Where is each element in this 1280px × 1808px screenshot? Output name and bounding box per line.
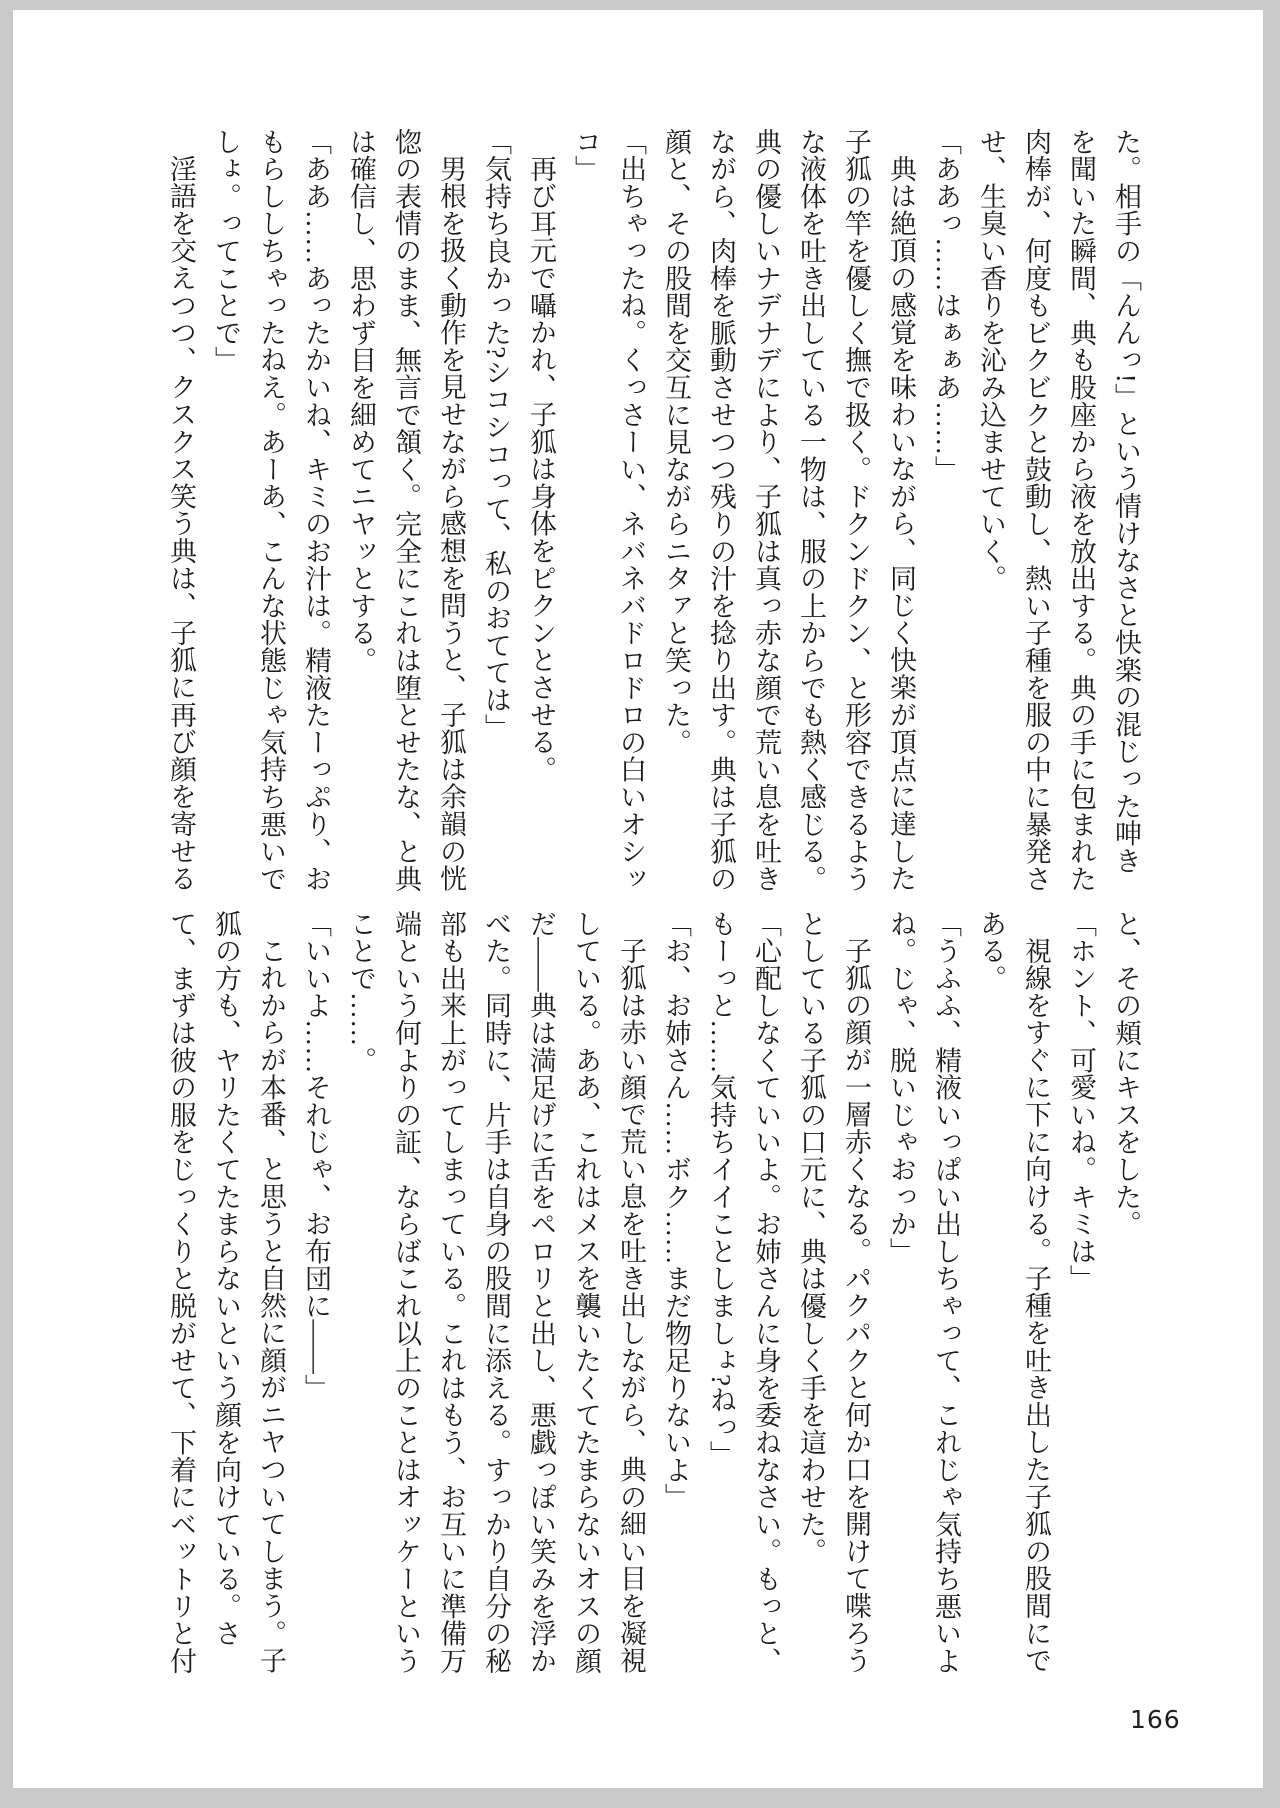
text-line: だ――典は満足げに舌をペロリと出し、悪戯っぽい笑みを浮か bbox=[526, 910, 556, 1675]
text-line: 「気持ち良かった?シコシコって、私のおてては」 bbox=[481, 128, 511, 741]
text-block-top bbox=[158, 128, 1148, 900]
text-line: ながら、肉棒を脈動させつつ残りの汁を捻り出す。典は子狐の bbox=[706, 128, 736, 893]
page-number: 166 bbox=[1130, 1705, 1181, 1734]
text-line: 顔と、その股間を交互に見ながらニタァと笑った。 bbox=[661, 128, 691, 756]
text-line: た。相手の「んんっ!」という情けなさと快楽の混じった呻き bbox=[1111, 128, 1141, 875]
text-line: ある。 bbox=[976, 910, 1006, 992]
text-line: 子狐の竿を優しく撫で扱く。ドクンドクン、と形容できるよう bbox=[841, 128, 871, 893]
text-line: ね。じゃ、脱いじゃおっか」 bbox=[886, 910, 916, 1265]
text-line: べた。同時に、片手は自身の股間に添える。すっかり自分の秘 bbox=[481, 910, 511, 1675]
text-line: 子狐の顔が一層赤くなる。パクパクと何か口を開けて喋ろう bbox=[841, 937, 871, 1675]
text-line: コ」 bbox=[571, 128, 601, 183]
text-block-bottom bbox=[158, 910, 1148, 1682]
text-line: これからが本番、と思うと自然に顔がニヤついてしまう。子 bbox=[256, 937, 286, 1675]
text-line: 淫語を交えつつ、クスクス笑う典は、子狐に再び顔を寄せる bbox=[166, 155, 196, 893]
text-line: 典は絶頂の感覚を味わいながら、同じく快楽が頂点に達した bbox=[886, 155, 916, 893]
text-line: せ、生臭い香りを沁み込ませていく。 bbox=[976, 128, 1006, 593]
text-line: 惚の表情のまま、無言で頷く。完全にこれは堕とせたな、と典 bbox=[391, 128, 421, 893]
text-line: は確信し、思わず目を細めてニヤッとする。 bbox=[346, 128, 376, 674]
text-line: な液体を吐き出している一物は、服の上からでも熱く感じる。 bbox=[796, 128, 826, 893]
text-line: 視線をすぐに下に向ける。子種を吐き出した子狐の股間にで bbox=[1021, 937, 1051, 1675]
text-line: 部も出来上がってしまっている。これはもう、お互いに準備万 bbox=[436, 910, 466, 1675]
text-line: 「ああっ……はぁぁあ……」 bbox=[931, 128, 961, 483]
text-line: 「心配しなくていいよ。お姉さんに身を委ねなさい。もっと、 bbox=[751, 910, 781, 1675]
text-line: もらししちゃったねえ。あーあ、こんな状態じゃ気持ち悪いで bbox=[256, 128, 286, 893]
text-line: 「ああ……あったかいね、キミのお汁は。精液たーっぷり、お bbox=[301, 128, 331, 893]
text-line: 狐の方も、ヤリたくてたまらないという顔を向けている。さ bbox=[211, 910, 241, 1648]
text-line: 「お、お姉さん……ボク……まだ物足りないよ」 bbox=[661, 910, 691, 1511]
text-line: 「いいよ……それじゃ、お布団に――」 bbox=[301, 910, 331, 1402]
text-line: 「ホント、可愛いね。キミは」 bbox=[1066, 910, 1096, 1293]
text-line: 肉棒が、何度もビクビクと鼓動し、熱い子種を服の中に暴発さ bbox=[1021, 128, 1051, 893]
text-line: もーっと……気持ちイイことしましょ?ねっ」 bbox=[706, 910, 736, 1469]
book-page bbox=[13, 10, 1263, 1788]
text-line: しょ。ってことで」 bbox=[211, 128, 241, 374]
text-line: している。ああ、これはメスを襲いたくてたまらないオスの顔 bbox=[571, 910, 601, 1675]
text-line: 典の優しいナデナデにより、子狐は真っ赤な顔で荒い息を吐き bbox=[751, 128, 781, 893]
text-line: 「うふふ、精液いっぱい出しちゃって、これじゃ気持ち悪いよ bbox=[931, 910, 961, 1675]
text-line: と、その頬にキスをした。 bbox=[1111, 910, 1141, 1238]
text-line: を聞いた瞬間、典も股座から液を放出する。典の手に包まれた bbox=[1066, 128, 1096, 893]
text-line: 端という何よりの証、ならばこれ以上のことはオッケーという bbox=[391, 910, 421, 1675]
text-line: 子狐は赤い顔で荒い息を吐き出しながら、典の細い目を凝視 bbox=[616, 937, 646, 1675]
text-line: としている子狐の口元に、典は優しく手を這わせた。 bbox=[796, 910, 826, 1566]
text-line: 「出ちゃったね。くっさーい、ネバネバドロドロの白いオシッ bbox=[616, 128, 646, 893]
text-line: 再び耳元で囁かれ、子狐は身体をピクンとさせる。 bbox=[526, 155, 556, 783]
text-line: て、まずは彼の服をじっくりと脱がせて、下着にベットリと付 bbox=[166, 910, 196, 1675]
text-line: 男根を扱く動作を見せながら感想を問うと、子狐は余韻の恍 bbox=[436, 155, 466, 893]
text-line: ことで……。 bbox=[346, 910, 376, 1074]
